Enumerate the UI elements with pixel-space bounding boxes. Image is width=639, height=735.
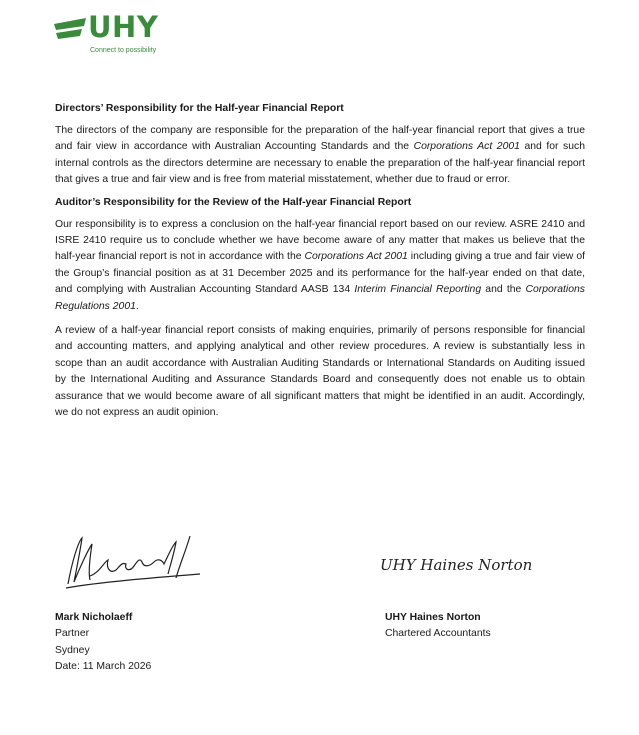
- signatory-location: Sydney: [55, 644, 90, 656]
- logo-wordmark: UHY: [88, 10, 159, 44]
- signatory-title: Partner: [55, 628, 90, 640]
- signatory-partner: [55, 610, 151, 676]
- auditor-paragraph-1: [55, 217, 585, 315]
- text-run: .: [135, 300, 139, 312]
- signatory-name: Mark Nicholaeff: [55, 612, 133, 623]
- italic-reference: Corporations Act 2001: [304, 251, 408, 263]
- section-heading-auditor: Auditor’s Responsibility for the Review of the Half-year Financial Report: [55, 196, 412, 208]
- firm-signature: [376, 550, 546, 580]
- uhy-logo: [54, 10, 194, 62]
- signatory-date: Date: 11 March 2026: [55, 661, 152, 673]
- logo-tagline: Connect to possibility: [90, 47, 157, 54]
- auditor-paragraph-2: [55, 323, 585, 421]
- signatory-firm: [385, 610, 491, 643]
- text-run: The directors of the company are responsible for the preparation of the half-year financial report that gives a true and fair view in accordance with Australian Accounting Standards and the: [55, 125, 585, 153]
- text-run: and for such internal controls as the directors determine are necessary to enable the preparation of the half-year financial report that gives a true and fair view and is free from material misstatement, whether due to fraud or error.: [55, 141, 585, 186]
- firm-title: Chartered Accountants: [385, 628, 491, 640]
- section-heading-directors: Directors’ Responsibility for the Half-year Financial Report: [55, 103, 344, 114]
- italic-reference: Corporations Act 2001: [413, 141, 520, 153]
- uhy-swoosh-icon: [54, 16, 86, 42]
- firm-signature-text: UHY Haines Norton: [380, 556, 533, 574]
- report-body: [55, 103, 585, 430]
- firm-name: UHY Haines Norton: [385, 612, 481, 623]
- text-run: A review of a half-year financial report consists of making enquiries, primarily of persons responsible for financial and accounting matters, and applying analytical and other review procedures. A review is substantially less in scope than an audit accordance with Australian Auditing Standards or International Standards on Auditing issued by the International Auditing and Assurance Standards Board and consequently does not enable us to obtain assurance that we would become aware of all significant matters that might be identified in an audit. Accordingly, we do not express an audit opinion.: [55, 325, 585, 419]
- italic-reference: Corporations Regulations 2001: [55, 284, 585, 312]
- directors-paragraph: [55, 123, 585, 189]
- text-run: including giving a true and fair view of the Group’s financial position as at 31 December 2025 and its performance for the half-year ended on that date, and complying with Australian Accounting Standard AASB 134: [55, 251, 585, 296]
- italic-reference: Interim Financial Reporting: [354, 284, 482, 296]
- partner-signature: [60, 532, 210, 592]
- text-run: Our responsibility is to express a conclusion on the half-year financial report based on our review. ASRE 2410 and ISRE 2410 require us to conclude whether we have become aware of any matter that makes us believe that the half-year financial report is not in accordance with the: [55, 218, 585, 263]
- text-run: and the: [481, 284, 526, 296]
